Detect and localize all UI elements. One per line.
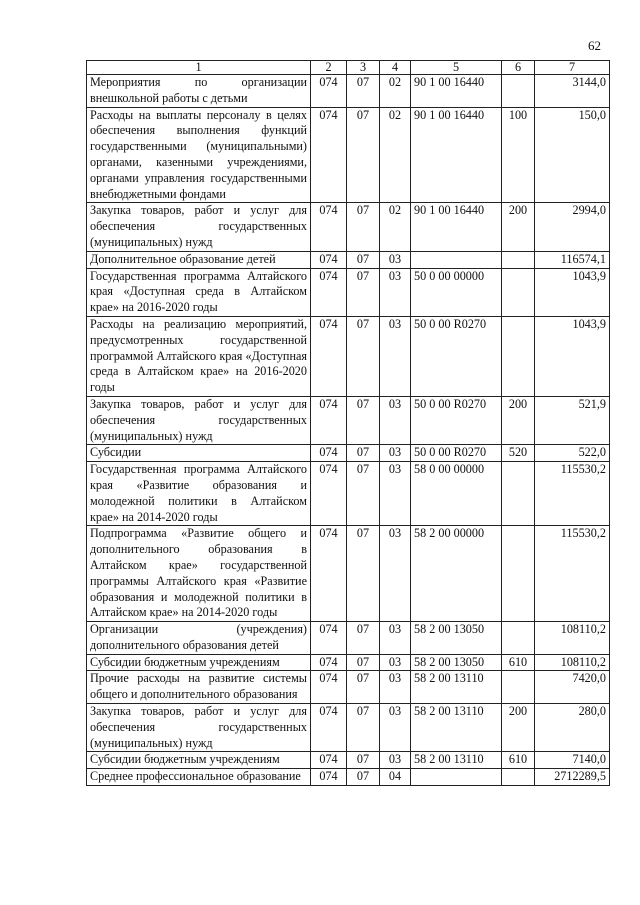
amount-cell: 2712289,5 (535, 769, 610, 786)
section-code-cell: 07 (347, 75, 380, 108)
subsection-code-cell: 02 (380, 107, 411, 203)
subsection-code-cell: 03 (380, 704, 411, 752)
target-article-cell: 58 2 00 13110 (411, 704, 502, 752)
target-article-cell: 58 2 00 13110 (411, 752, 502, 769)
subsection-code-cell: 04 (380, 769, 411, 786)
section-code-cell: 07 (347, 526, 380, 622)
expense-type-cell: 610 (502, 654, 535, 671)
section-code-cell: 07 (347, 396, 380, 444)
target-article-cell (411, 769, 502, 786)
table-row (87, 622, 610, 655)
table-row (87, 752, 610, 769)
row-name-cell: Государственная программа Алтайского края «Развитие образования и молодежной политики в Алтайском крае» на 2014-2020 годы (87, 462, 311, 526)
row-name-cell: Прочие расходы на развитие системы общего и дополнительного образования (87, 671, 311, 704)
target-article-cell (411, 251, 502, 268)
row-name-cell: Расходы на выплаты персоналу в целях обеспечения выполнения функций государственными (муниципальными) органами, казенными учреждениями, органами управления государственными внебюджетными фондами (87, 107, 311, 203)
amount-cell: 116574,1 (535, 251, 610, 268)
subsection-code-cell: 03 (380, 251, 411, 268)
column-header-row (87, 61, 610, 75)
subsection-code-cell: 02 (380, 203, 411, 251)
subsection-code-cell: 03 (380, 654, 411, 671)
row-name-cell: Субсидии (87, 445, 311, 462)
column-header: 2 (311, 61, 347, 75)
amount-cell: 150,0 (535, 107, 610, 203)
ministry-code-cell: 074 (311, 704, 347, 752)
row-name-cell: Государственная программа Алтайского края «Доступная среда в Алтайском крае» на 2016-2020 годы (87, 268, 311, 316)
section-code-cell: 07 (347, 445, 380, 462)
section-code-cell: 07 (347, 704, 380, 752)
row-name-cell: Дополнительное образование детей (87, 251, 311, 268)
row-name-cell: Расходы на реализацию мероприятий, предусмотренных государственной программой Алтайского края «Доступная среда в Алтайском крае» на 2016-2020 годы (87, 316, 311, 396)
amount-cell: 1043,9 (535, 268, 610, 316)
table-row (87, 203, 610, 251)
amount-cell: 7140,0 (535, 752, 610, 769)
expense-type-cell: 200 (502, 203, 535, 251)
budget-table (86, 60, 610, 786)
expense-type-cell (502, 671, 535, 704)
amount-cell: 115530,2 (535, 526, 610, 622)
ministry-code-cell: 074 (311, 526, 347, 622)
column-header: 5 (411, 61, 502, 75)
table-row (87, 396, 610, 444)
expense-type-cell (502, 251, 535, 268)
subsection-code-cell: 03 (380, 268, 411, 316)
expense-type-cell (502, 75, 535, 108)
table-row (87, 769, 610, 786)
target-article-cell: 50 0 00 R0270 (411, 316, 502, 396)
expense-type-cell: 520 (502, 445, 535, 462)
subsection-code-cell: 03 (380, 316, 411, 396)
section-code-cell: 07 (347, 769, 380, 786)
table-row (87, 671, 610, 704)
target-article-cell: 90 1 00 16440 (411, 75, 502, 108)
ministry-code-cell: 074 (311, 462, 347, 526)
row-name-cell: Закупка товаров, работ и услуг для обеспечения государственных (муниципальных) нужд (87, 396, 311, 444)
column-header: 7 (535, 61, 610, 75)
amount-cell: 115530,2 (535, 462, 610, 526)
row-name-cell: Мероприятия по организации внешкольной работы с детьми (87, 75, 311, 108)
table-row (87, 462, 610, 526)
ministry-code-cell: 074 (311, 622, 347, 655)
target-article-cell: 90 1 00 16440 (411, 107, 502, 203)
ministry-code-cell: 074 (311, 107, 347, 203)
expense-type-cell (502, 526, 535, 622)
expense-type-cell (502, 622, 535, 655)
section-code-cell: 07 (347, 671, 380, 704)
amount-cell: 1043,9 (535, 316, 610, 396)
table-row (87, 268, 610, 316)
target-article-cell: 58 2 00 13050 (411, 654, 502, 671)
subsection-code-cell: 02 (380, 75, 411, 108)
column-header: 3 (347, 61, 380, 75)
subsection-code-cell: 03 (380, 752, 411, 769)
ministry-code-cell: 074 (311, 445, 347, 462)
amount-cell: 7420,0 (535, 671, 610, 704)
table-row (87, 107, 610, 203)
target-article-cell: 50 0 00 00000 (411, 268, 502, 316)
target-article-cell: 50 0 00 R0270 (411, 445, 502, 462)
ministry-code-cell: 074 (311, 203, 347, 251)
table-row (87, 654, 610, 671)
target-article-cell: 58 0 00 00000 (411, 462, 502, 526)
target-article-cell: 58 2 00 00000 (411, 526, 502, 622)
table-row (87, 75, 610, 108)
section-code-cell: 07 (347, 203, 380, 251)
row-name-cell: Закупка товаров, работ и услуг для обеспечения государственных (муниципальных) нужд (87, 203, 311, 251)
subsection-code-cell: 03 (380, 396, 411, 444)
amount-cell: 521,9 (535, 396, 610, 444)
table-row (87, 316, 610, 396)
amount-cell: 522,0 (535, 445, 610, 462)
target-article-cell: 58 2 00 13110 (411, 671, 502, 704)
row-name-cell: Организации (учреждения) дополнительного образования детей (87, 622, 311, 655)
section-code-cell: 07 (347, 654, 380, 671)
row-name-cell: Субсидии бюджетным учреждениям (87, 752, 311, 769)
ministry-code-cell: 074 (311, 654, 347, 671)
column-header: 1 (87, 61, 311, 75)
row-name-cell: Субсидии бюджетным учреждениям (87, 654, 311, 671)
page-number: 62 (588, 38, 601, 53)
amount-cell: 280,0 (535, 704, 610, 752)
section-code-cell: 07 (347, 316, 380, 396)
subsection-code-cell: 03 (380, 445, 411, 462)
section-code-cell: 07 (347, 268, 380, 316)
subsection-code-cell: 03 (380, 671, 411, 704)
amount-cell: 108110,2 (535, 654, 610, 671)
target-article-cell: 58 2 00 13050 (411, 622, 502, 655)
subsection-code-cell: 03 (380, 622, 411, 655)
section-code-cell: 07 (347, 622, 380, 655)
row-name-cell: Закупка товаров, работ и услуг для обеспечения государственных (муниципальных) нужд (87, 704, 311, 752)
column-header: 6 (502, 61, 535, 75)
amount-cell: 3144,0 (535, 75, 610, 108)
expense-type-cell (502, 769, 535, 786)
expense-type-cell: 100 (502, 107, 535, 203)
ministry-code-cell: 074 (311, 752, 347, 769)
target-article-cell: 90 1 00 16440 (411, 203, 502, 251)
ministry-code-cell: 074 (311, 769, 347, 786)
table-row (87, 526, 610, 622)
subsection-code-cell: 03 (380, 526, 411, 622)
expense-type-cell (502, 462, 535, 526)
section-code-cell: 07 (347, 251, 380, 268)
ministry-code-cell: 074 (311, 396, 347, 444)
expense-type-cell: 610 (502, 752, 535, 769)
table-row (87, 704, 610, 752)
ministry-code-cell: 074 (311, 75, 347, 108)
section-code-cell: 07 (347, 752, 380, 769)
row-name-cell: Подпрограмма «Развитие общего и дополнительного образования в Алтайском крае» государственной программы Алтайского края «Развитие образования и молодежной политики в Алтайском крае» на 2014-2020 годы (87, 526, 311, 622)
amount-cell: 108110,2 (535, 622, 610, 655)
section-code-cell: 07 (347, 462, 380, 526)
row-name-cell: Среднее профессиональное образование (87, 769, 311, 786)
ministry-code-cell: 074 (311, 251, 347, 268)
expense-type-cell (502, 316, 535, 396)
table-row (87, 445, 610, 462)
table-row (87, 251, 610, 268)
expense-type-cell: 200 (502, 396, 535, 444)
column-header: 4 (380, 61, 411, 75)
amount-cell: 2994,0 (535, 203, 610, 251)
expense-type-cell (502, 268, 535, 316)
ministry-code-cell: 074 (311, 671, 347, 704)
ministry-code-cell: 074 (311, 316, 347, 396)
ministry-code-cell: 074 (311, 268, 347, 316)
expense-type-cell: 200 (502, 704, 535, 752)
section-code-cell: 07 (347, 107, 380, 203)
target-article-cell: 50 0 00 R0270 (411, 396, 502, 444)
subsection-code-cell: 03 (380, 462, 411, 526)
